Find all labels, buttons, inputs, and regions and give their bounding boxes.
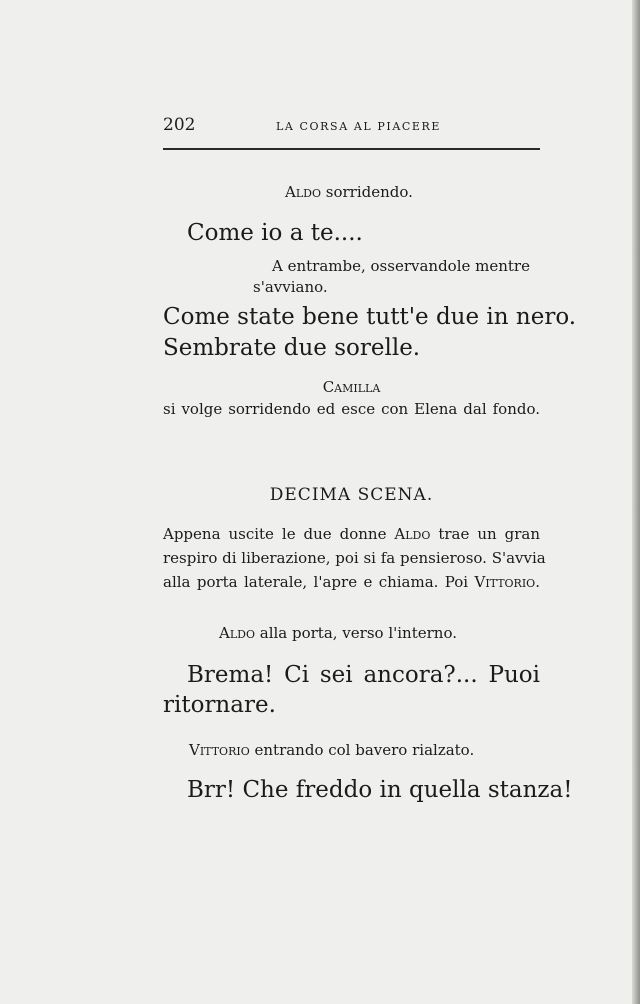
header-rule [163,148,540,150]
page-number: 202 [163,115,196,135]
scene-heading: DECIMA SCENA. [269,485,434,505]
dialogue-line: Brema! Ci sei ancora?... Puoi [187,662,540,688]
dialogue-line: Brr! Che freddo in quella stanza! [187,777,573,803]
speaker-direction-vittorio [189,741,474,759]
speaker-direction-aldo-1 [285,183,413,201]
page-edge-shadow [632,0,640,1004]
scene-description-line: respiro di liberazione, poi si fa pensieroso. S'avvia [163,549,546,567]
stage-direction-line: si volge sorridendo ed esce con Elena dal fondo. [163,400,540,418]
dialogue-line: ritornare. [163,692,276,718]
speaker-name: Aldo [285,183,321,201]
running-title: LA CORSA AL PIACERE [276,120,442,133]
speaker-name: Camilla [322,378,381,396]
stage-direction: alla porta, verso l'interno. [254,624,457,642]
speaker-direction-aldo-2 [219,624,457,642]
scene-description-line: Appena uscite le due donne Aldo trae un gran [163,525,540,543]
stage-direction: sorridendo. [320,183,413,201]
dialogue-line: Come state bene tutt'e due in nero. [163,304,577,330]
dialogue-line: Sembrate due sorelle. [163,335,421,361]
speaker-name-camilla [163,378,540,396]
speaker-name: Aldo [394,525,431,543]
speaker-name: Aldo [219,624,255,642]
stage-direction-line: s'avviano. [253,278,328,296]
dialogue-line: Come io a te.... [187,220,363,246]
speaker-name: Vittorio [189,741,250,759]
scene-description-line: alla porta laterale, l'apre e chiama. Poi Vittorio. [163,573,540,591]
speaker-name: Vittorio [474,573,536,591]
stage-direction: entrando col bavero rialzato. [249,741,475,759]
stage-direction-line: A entrambe, osservandole mentre [272,257,530,275]
